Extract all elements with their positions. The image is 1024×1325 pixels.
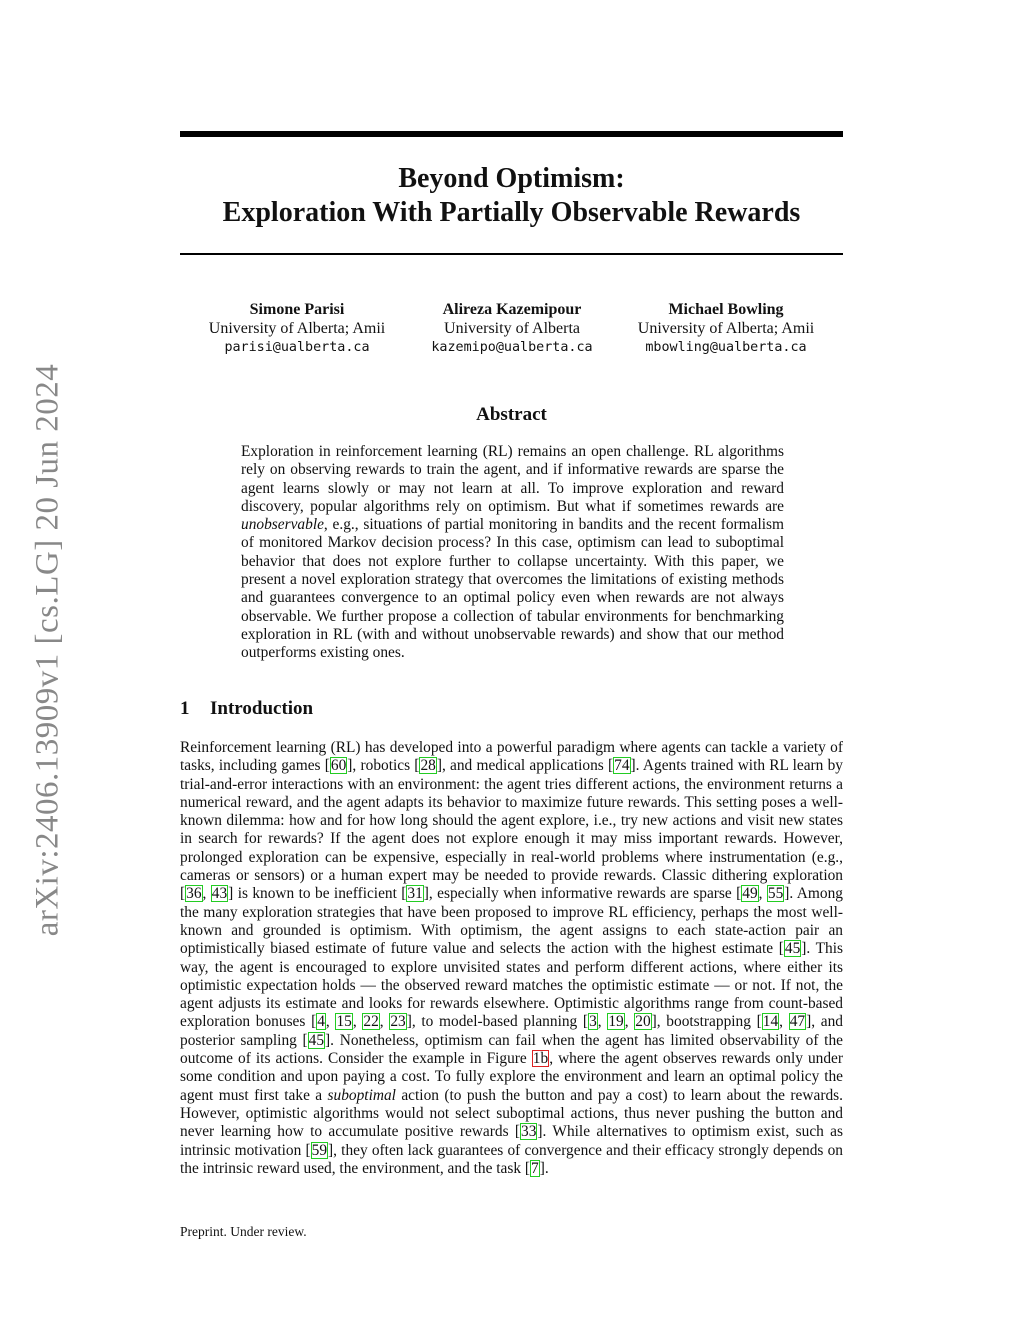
citation-link[interactable]: 20 <box>635 1013 651 1031</box>
citation-link[interactable]: 59 <box>311 1141 328 1159</box>
author-block <box>180 300 843 360</box>
abstract-heading: Abstract <box>476 404 547 425</box>
introduction-paragraph: Reinforcement learning (RL) has developed into a powerful paradigm where agents can tackle a variety of tasks, including games [60], robotics [28], and medical applications [74]. Agents trained with RL learn by trial-and-error interactions with an environment: the agent tries different actions, the environment returns a numerical reward, and the agent adapts its behavior to maximize future rewards. This setting poses a well-known dilemma: how and for how long should the agent explore, i.e., try new actions and visit new states in search for rewards? If the agent does not explore enough it may miss important rewards. However, prolonged exploration can be expensive, especially in real-world problems where instrumentation (e.g., cameras or sensors) or a human expert may be needed to provide rewards. Classic dithering exploration [36, 43] is known to be inefficient [31], especially when informative rewards are sparse [49, 55]. Among the many exploration strategies that have been proposed to improve RL efficiency, perhaps the most well-known and grounded is optimism. With optimism, the agent assigns to each state-action pair an optimistically biased estimate of future value and selects the action with the highest estimate [45]. This way, the agent is encouraged to explore unvisited states and perform different actions, where either its optimistic expectation holds — the observed reward matches the optimistic estimate — or not. If not, the agent adjusts its estimate and looks for rewards elsewhere. Optimistic algorithms range from count-based exploration bonuses [4, 15, 22, 23], to model-based planning [3, 19, 20], bootstrapping [14, 47], and posterior sampling [45]. Nonetheless, optimism can fail when the agent has limited observability of the outcome of its actions. Consider the example in Figure 1b, where the agent observes rewards only under some condition and upon paying a cost. To fully explore the environment and learn an optimal policy the agent must first take a suboptimal action (to push the button and pay a cost) to learn about the rewards. However, optimistic algorithms would not select suboptimal actions, thus never pushing the button and never learning how to accumulate positive rewards [33]. While alternatives to optimism exist, such as intrinsic motivation [59], they often lack guarantees of convergence and their efficacy strongly depends on the intrinsic reward used, the environment, and the task [7]. <box>180 739 843 1177</box>
citation-link[interactable]: 4 <box>317 1013 325 1031</box>
citation-link[interactable]: 19 <box>608 1013 624 1031</box>
arxiv-identifier-stamp: arXiv:2406.13909v1 [cs.LG] 20 Jun 2024 <box>29 363 66 937</box>
footer-note: Preprint. Under review. <box>180 1224 307 1239</box>
citation-link[interactable]: 36 <box>186 885 202 903</box>
citation-link[interactable]: 14 <box>762 1013 779 1031</box>
citation-link[interactable]: 22 <box>363 1013 379 1031</box>
citation-link[interactable]: 7 <box>531 1159 539 1177</box>
abstract-emphasis: unobservable <box>241 516 324 534</box>
citation-link[interactable]: 45 <box>784 940 801 958</box>
citation-link[interactable]: 3 <box>589 1013 597 1031</box>
author-email[interactable]: kazemipo@ualberta.ca <box>431 340 593 355</box>
author-name: Michael Bowling <box>668 301 784 318</box>
citation-link[interactable]: 74 <box>614 757 630 775</box>
citation-link[interactable]: 45 <box>308 1031 325 1049</box>
paper-title <box>180 162 843 230</box>
citation-link[interactable]: 31 <box>407 885 423 903</box>
citation-link[interactable]: 43 <box>211 885 228 903</box>
citation-link[interactable]: 23 <box>390 1013 406 1031</box>
author-2 <box>412 300 612 357</box>
abstract-text: Exploration in reinforcement learning (RL) remains an open challenge. RL algorithms rely on observing rewards to train the agent, and if informative rewards are sparse the agent learns slowly or may not learn at all. To improve exploration and reward discovery, popular algorithms rely on optimism. But what if sometimes rewards are unobservable, e.g., situations of partial monitoring in bandits and the recent formalism of monitored Markov decision process? In this case, optimism can lead to suboptimal behavior that does not explore further to collapse uncertainty. With this paper, we present a novel exploration strategy that overcomes the limitations of existing methods and guarantees convergence to an optimal policy even when rewards are not always observable. We further propose a collection of tabular environments for benchmarking exploration in RL (with and without unobservable rewards) and show that our method outperforms existing ones. <box>241 443 784 662</box>
citation-link[interactable]: 55 <box>767 885 784 903</box>
author-name: Alireza Kazemipour <box>442 301 582 318</box>
title-bottom-rule <box>180 253 843 255</box>
citation-link[interactable]: 15 <box>336 1013 352 1031</box>
citation-link[interactable]: 60 <box>330 757 347 775</box>
author-3 <box>626 300 826 357</box>
citation-link[interactable]: 47 <box>789 1013 806 1031</box>
author-affiliation: University of Alberta <box>444 320 580 337</box>
citation-link[interactable]: 49 <box>742 885 758 903</box>
section-heading-introduction <box>180 698 313 720</box>
title-top-rule <box>180 131 843 137</box>
author-name: Simone Parisi <box>249 301 345 318</box>
author-affiliation: University of Alberta; Amii <box>208 320 386 337</box>
citation-link[interactable]: 28 <box>420 757 436 775</box>
paper-title-line-2: Exploration With Partially Observable Rewards <box>222 197 801 228</box>
citation-link[interactable]: 33 <box>521 1123 537 1141</box>
intro-emphasis: suboptimal <box>327 1086 396 1104</box>
paper-title-line-1: Beyond Optimism: <box>398 163 625 194</box>
author-affiliation: University of Alberta; Amii <box>637 320 815 337</box>
author-email[interactable]: parisi@ualberta.ca <box>224 340 370 355</box>
section-title: Introduction <box>210 698 314 719</box>
section-number: 1 <box>180 698 190 719</box>
figure-reference-link[interactable]: 1b <box>532 1050 549 1068</box>
author-1 <box>197 300 397 357</box>
author-email[interactable]: mbowling@ualberta.ca <box>645 340 807 355</box>
